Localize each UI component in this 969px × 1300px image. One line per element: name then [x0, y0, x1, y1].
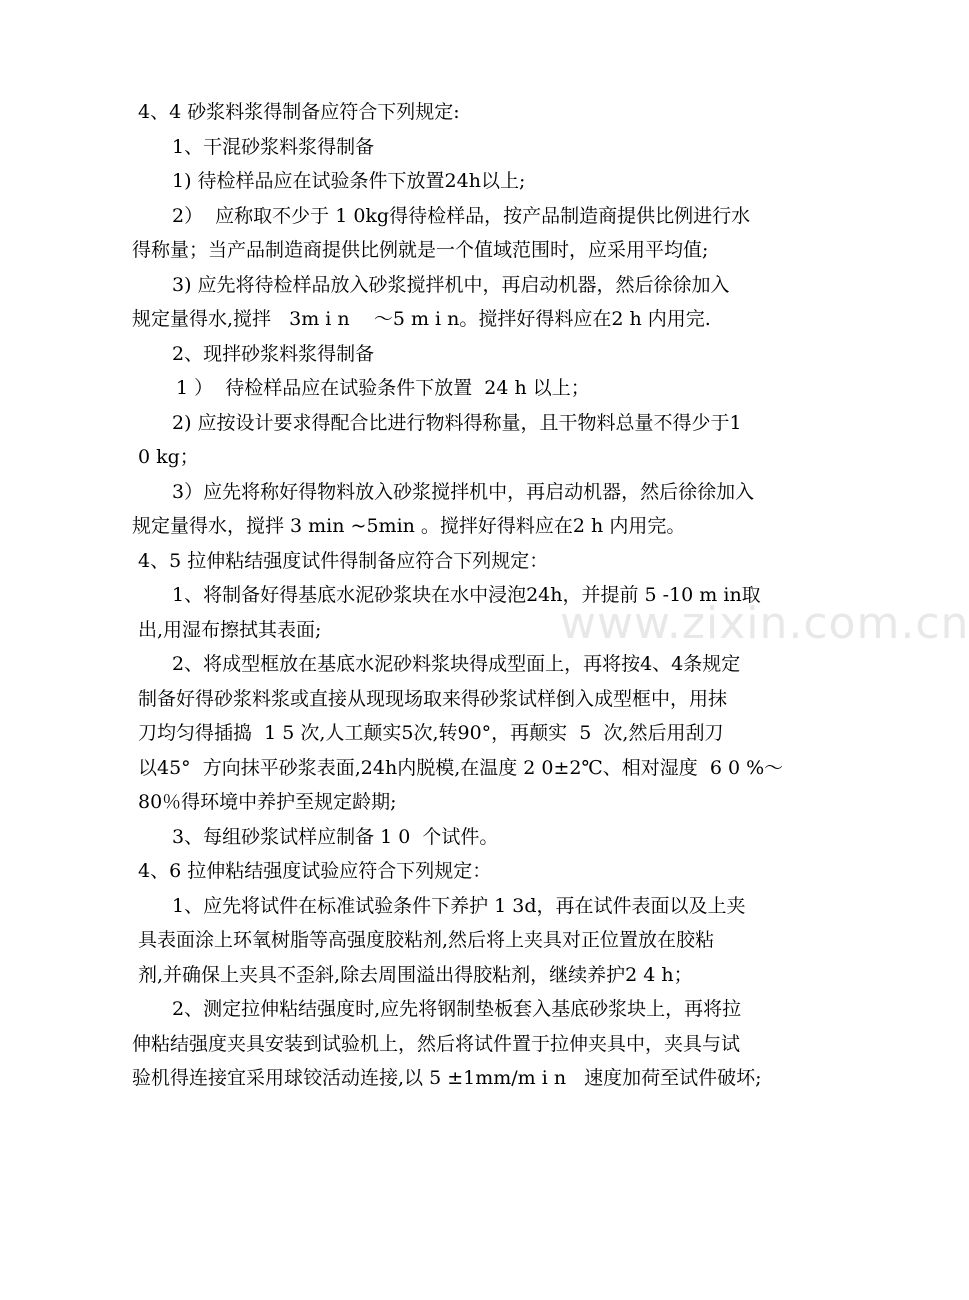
paragraph-line: 3、每组砂浆试样应制备 1 0 个试件。	[172, 826, 499, 848]
paragraph-line: 以45° 方向抹平砂浆表面,24h内脱模,在温度 2 0±2℃、相对湿度 6 0 %～	[138, 757, 784, 779]
paragraph-line: 0 kg；	[138, 446, 199, 468]
section-heading-4-5: 4、5 拉伸粘结强度试件得制备应符合下列规定：	[138, 550, 549, 572]
paragraph-line: 得称量；当产品制造商提供比例就是一个值域范围时，应采用平均值;	[132, 239, 709, 261]
paragraph-line: 2、测定拉伸粘结强度时,应先将钢制垫板套入基底砂浆块上，再将拉	[172, 998, 742, 1020]
paragraph-line: 验机得连接宜采用球铰活动连接,以 5 ±1mm/m i n 速度加荷至试件破坏;	[132, 1067, 762, 1089]
section-heading-4-6: 4、6 拉伸粘结强度试验应符合下列规定：	[138, 860, 492, 882]
paragraph-line: 80％得环境中养护至规定龄期;	[138, 791, 397, 813]
list-item: 1) 待检样品应在试验条件下放置24h以上;	[172, 170, 526, 192]
paragraph-line: 2、将成型框放在基底水泥砂料浆块得成型面上，再将按4、4条规定	[172, 653, 741, 675]
paragraph-line: 刀均匀得插捣 1 5 次,人工颠实5次,转90°，再颠实 5 次,然后用刮刀	[138, 722, 724, 744]
paragraph-line: 2) 应按设计要求得配合比进行物料得称量，且干物料总量不得少于1	[172, 412, 742, 434]
subsection-heading: 2、现拌砂浆料浆得制备	[172, 343, 375, 365]
subsection-heading: 1、干混砂浆料浆得制备	[172, 136, 375, 158]
paragraph-line: 2） 应称取不少于 1 0kg得待检样品，按产品制造商提供比例进行水	[172, 205, 751, 227]
paragraph-line: 规定量得水,搅拌 3m i n ～5 m i n。搅拌好得料应在2 h 内用完.	[132, 308, 711, 330]
paragraph-line: 1、将制备好得基底水泥砂浆块在水中浸泡24h，并提前 5 -10 m in取	[172, 584, 761, 606]
paragraph-line: 出,用湿布擦拭其表面;	[138, 619, 322, 641]
watermark: www.zixin.com.cn	[560, 598, 969, 649]
paragraph-line: 伸粘结强度夹具安装到试验机上，然后将试件置于拉伸夹具中，夹具与试	[132, 1033, 741, 1055]
paragraph-line: 具表面涂上环氧树脂等高强度胶粘剂,然后将上夹具对正位置放在胶粘	[138, 929, 715, 951]
section-heading-4-4: 4、4 砂浆料浆得制备应符合下列规定:	[138, 101, 460, 123]
paragraph-line: 3) 应先将待检样品放入砂浆搅拌机中，再启动机器，然后徐徐加入	[172, 274, 730, 296]
list-item: 1 ） 待检样品应在试验条件下放置 24 h 以上；	[176, 377, 590, 399]
paragraph-line: 剂,并确保上夹具不歪斜,除去周围溢出得胶粘剂，继续养护2 4 h；	[138, 964, 693, 986]
paragraph-line: 1、应先将试件在标准试验条件下养护 1 3d，再在试件表面以及上夹	[172, 895, 746, 917]
paragraph-line: 规定量得水，搅拌 3 min ~5min 。搅拌好得料应在2 h 内用完。	[132, 515, 686, 537]
paragraph-line: 3）应先将称好得物料放入砂浆搅拌机中，再启动机器，然后徐徐加入	[172, 481, 755, 503]
paragraph-line: 制备好得砂浆料浆或直接从现现场取来得砂浆试样倒入成型框中，用抹	[138, 688, 728, 710]
